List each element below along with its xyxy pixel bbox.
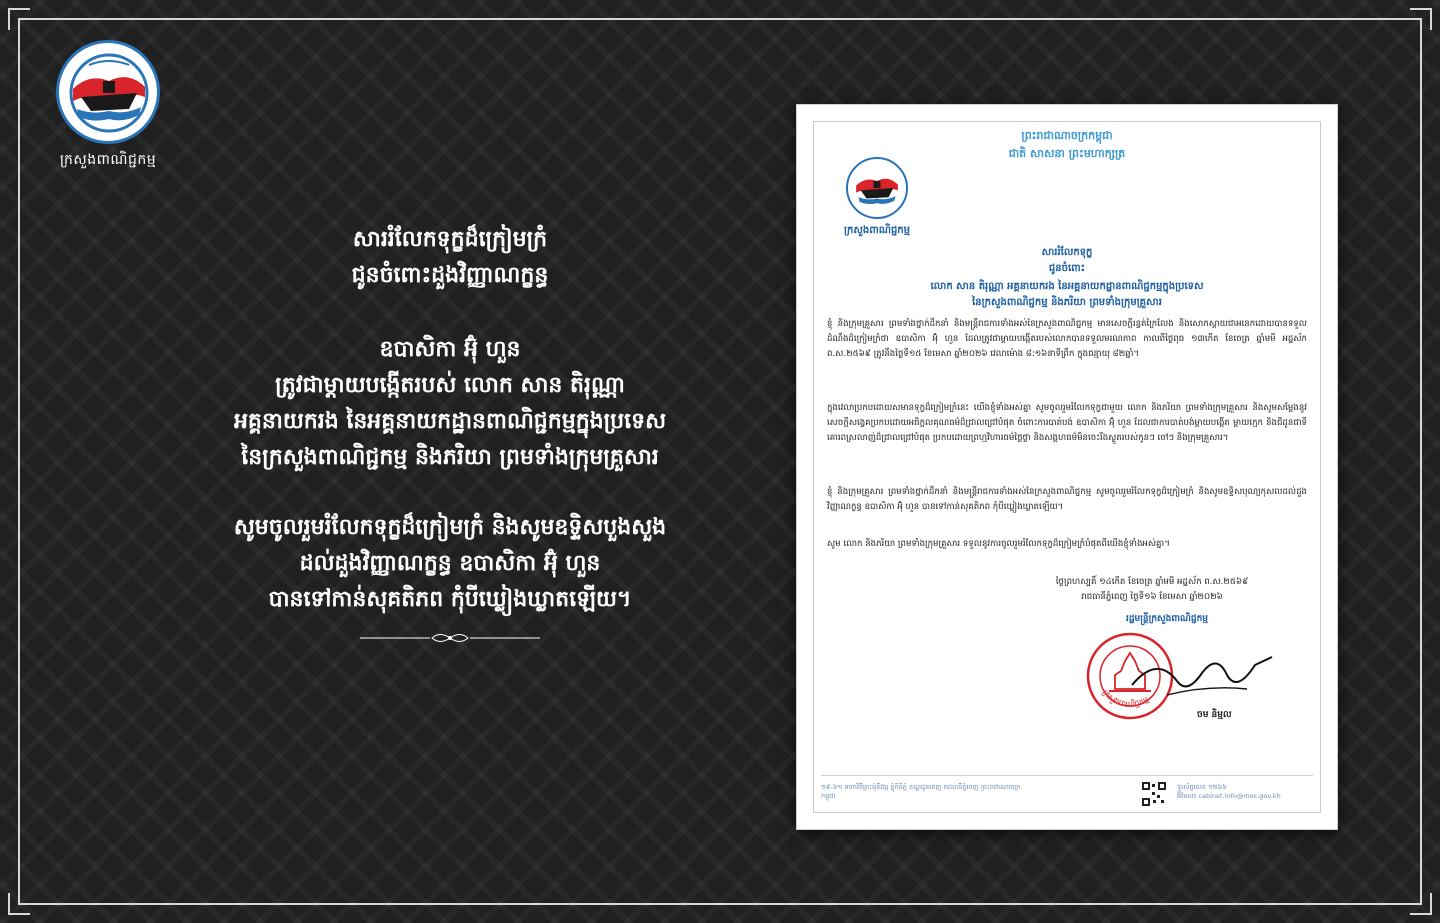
- deceased-name-line: ឧបាសិកា អ៊ុំ ហួន: [379, 337, 521, 362]
- signer-title: រដ្ឋមន្ត្រីក្រសួងពាណិជ្ជកម្ម: [1125, 614, 1209, 624]
- letter-ministry-name: ក្រសួងពាណិជ្ជកម្ម: [844, 225, 910, 236]
- letter-logo-emblem: [846, 157, 908, 219]
- frame-corner: [8, 893, 30, 915]
- letter-title: សាររំលែកទុក្ខ ជូនចំពោះ: [1041, 247, 1093, 274]
- message-heading-line: ជូនចំពោះដួងវិញ្ញាណក្ខន្ធ: [351, 263, 549, 288]
- letter-paragraph: សូម លោក និងភរិយា ព្រមទាំងក្រុមគ្រួសារ ទទួលនូវការចូលរួមរំលែកទុក្ខដ៏ក្រៀមក្រំបំផុតពីយើងខ្ញុំទាំងអស់គ្នា។: [827, 539, 1170, 549]
- prayer-line: សូមចូលរួមរំលែកទុក្ខដ៏ក្រៀមក្រំ និងសូមឧទ្ទិសបួងសួង: [233, 515, 667, 540]
- prayer-line: ដល់ដួងវិញ្ញាណក្ខន្ធ ឧបាសិកា អ៊ុំ ហួន: [299, 551, 601, 576]
- frame-corner: [8, 8, 30, 30]
- condolence-message: [190, 222, 710, 649]
- kingdom-motto: ព្រះរាជាណាចក្រកម្ពុជា ជាតិ សាសនា ព្រះមហាក្សត្រ: [1008, 129, 1126, 160]
- letter-paragraph: ខ្ញុំ និងក្រុមគ្រួសារ ព្រមទាំងថ្នាក់ដឹកនាំ និងមន្ត្រីរាជការទាំងអស់នៃក្រសួងពាណិជ្ជកម្ម សូមចូលរួមរំលែកទុក្ខដ៏ក្រៀមក្រំ និងសូមឧទ្ទិសបុណ្យកុសលដល់ដួងវិញ្ញាណក្ខន្ធ ឧបាសិកា អ៊ុំ ហួន បានទៅកាន់សុគតិភព កុំបីឃ្លៀងឃ្លាតឡើយ។: [827, 487, 1307, 512]
- footer-address: ១៩-៦១ មហាវិថីព្រះម៉ុនីវង្ស ខ្នុំកិតិភ្នំ ខណ្ឌដូនពេញ រាជធានីភ្នំពេញ ព្រះរាជាណាចក្រកម្ពុជា: [821, 783, 1021, 800]
- position-line: អគ្គនាយករង នៃអគ្គនាយកដ្ឋានពាណិជ្ជកម្មក្នុងប្រទេស: [233, 409, 667, 434]
- letter-date: ថ្ងៃព្រហស្បតិ៍ ១៤កើត ខែចេត្រ ឆ្នាំមមី អដ្ឋស័ក ព.ស.២៥៦៩ រាជធានីភ្នំពេញ ថ្ងៃទី១៦ ខែមេសា ឆ្នាំ២០២៦: [1055, 577, 1249, 602]
- footer-contact: ទូរស័ព្ទលេខ ១២៦៦ អ៊ីមែល៖ cabinet.info@moc.gov.kh: [1177, 783, 1281, 800]
- ornament-divider-icon: [190, 630, 710, 649]
- message-heading-line: សាររំលែកទុក្ខដ៏ក្រៀមក្រំ: [352, 227, 548, 252]
- svg-text:ក្រសួងពាណិជ្ជកម្ម: ក្រសួងពាណិជ្ជកម្ម: [1100, 687, 1151, 709]
- prayer-line: បានទៅកាន់សុគតិភព កុំបីឃ្លៀងឃ្លាតឡើយ។: [268, 587, 632, 612]
- letter-recipient: លោក សាន តិរុណ្ណា អគ្គនាយករង នៃអគ្គនាយកដ្ឋានពាណិជ្ជកម្មក្នុងប្រទេស នៃក្រសួងពាណិជ្ជកម្ម និងភរិយា ព្រមទាំងក្រុមគ្រួសារ: [930, 281, 1204, 308]
- signature: [1127, 645, 1277, 709]
- letter-paragraph: ខ្ញុំ និងក្រុមគ្រួសារ ព្រមទាំងថ្នាក់ដឹកនាំ និងមន្ត្រីរាជការទាំងអស់នៃក្រសួងពាណិជ្ជកម្ម មានសេចក្ដីរន្ធត់ក្រៃលែង និងសោកស្ដាយជាអនេកដោយបានទទួលដំណឹងដ៏ក្រៀមក្រំថា ឧបាសិកា អ៊ុំ ហួន ដែលត្រូវជាម្ដាយបង្កើតរបស់លោកបានទទួលមរណភាព កាលពីថ្ងៃពុធ ១៣កើត ខែចេត្រ ឆ្នាំមមី អដ្ឋស័ក ព.ស.២៥៦៩ ត្រូវនឹងថ្ងៃទី១៥ ខែមេសា ឆ្នាំ២០២៦ វេលាម៉ោង ៨:១៦នាទីព្រឹក ក្នុងជន្មាយុ ៨២ឆ្នាំ។: [827, 319, 1307, 359]
- ministry-name: ក្រសួងពាណិជ្ជកម្ម: [59, 152, 157, 168]
- frame-corner: [1410, 8, 1432, 30]
- ship-emblem-icon: [59, 43, 159, 143]
- ministry-logo: [56, 40, 160, 144]
- ministry-logo-block: [48, 40, 168, 171]
- qr-code-icon: [1141, 781, 1167, 807]
- footer-divider: [821, 775, 1313, 776]
- ship-emblem-icon: [848, 159, 906, 217]
- ministry-family-line: នៃក្រសួងពាណិជ្ជកម្ម និងភរិយា ព្រមទាំងក្រុមគ្រួសារ: [241, 445, 659, 470]
- signer-name: ចម និម្មល: [1197, 710, 1232, 720]
- letter-ministry-logo: [837, 157, 917, 238]
- letter-paragraph: ក្នុងវេលាប្រកបដោយសមានទុក្ខដ៏ក្រៀមក្រំនេះ យើងខ្ញុំទាំងអស់គ្នា សូមចូលរួមរំលែកទុក្ខជាមួយ លោក និងភរិយា ព្រមទាំងក្រុមគ្រួសារ និងសូមសម្ដែងនូវសេចក្ដីសង្វេគប្រកបដោយអធិក្ដលគុណធម៌ដ៏ជ្រាលជ្រៅបំផុត ចំពោះការបាត់បង់ ឧបាសិកា អ៊ុំ ហួន ដែលជាការបាត់បង់ម្ដាយបង្កើត ម្ដាយក្មេក និងជីដូនជាទីគោរពស្រលាញ់ដ៏ជ្រាលជ្រៅបំផុត ប្រកបដោយព្រហ្មវិហារធម៌ថ្លៃថ្លា និងសង្គហធម៌មិនចេះរីងស្ងួតរបស់កូនៗ ចៅៗ និងក្រុមគ្រួសារ។: [827, 403, 1307, 443]
- condolence-letter-document: [796, 104, 1338, 830]
- relation-line: ត្រូវជាម្ដាយបង្កើតរបស់ លោក សាន តិរុណ្ណា: [275, 373, 625, 398]
- frame-corner: [1410, 893, 1432, 915]
